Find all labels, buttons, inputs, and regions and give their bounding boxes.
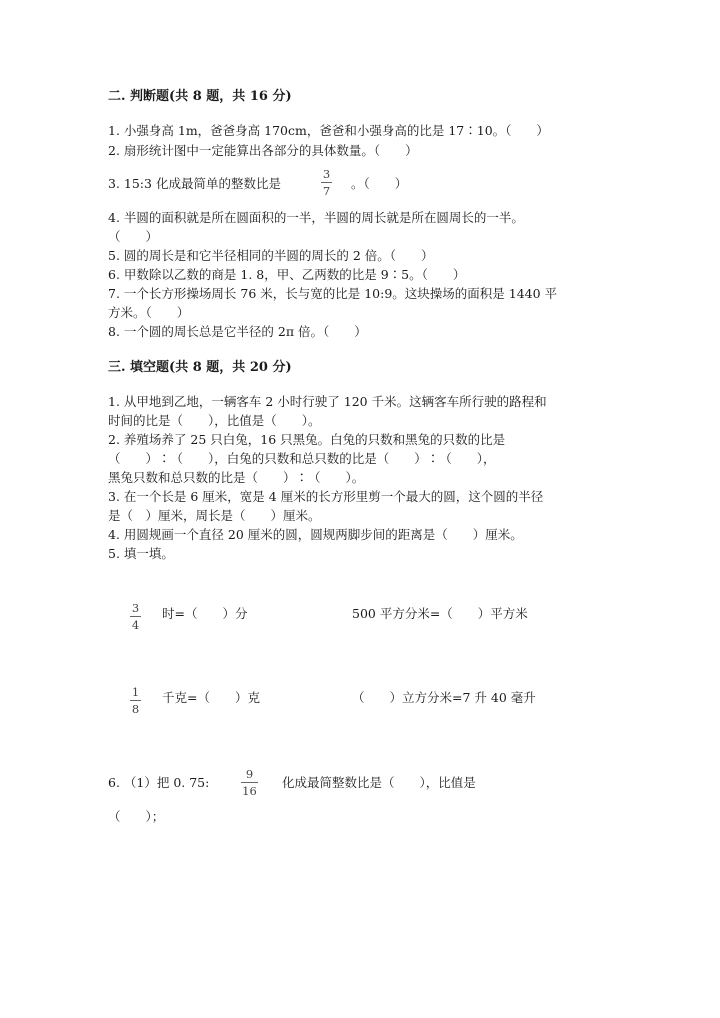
section2-heading: 二. 判断题(共 8 题，共 16 分): [108, 89, 292, 104]
s2-question-3-fraction: [321, 168, 332, 198]
s3-question-3-line2: 是（ ）厘米，周长是（ ）厘米。: [108, 508, 321, 523]
fraction-bar: [130, 616, 141, 617]
s3-question-1-line1: 1. 从甲地到乙地，一辆客车 2 小时行驶了 120 千米。这辆客车所行驶的路程和: [108, 394, 547, 409]
s2-question-7-line1: 7. 一个长方形操场周长 76 米，长与宽的比是 10:9。这块操场的面积是 1440 平: [108, 286, 558, 301]
fraction-bar: [130, 700, 141, 701]
s2-question-4-line2: （ ）: [108, 229, 159, 244]
s2-question-3-prefix: 3. 15:3 化成最简单的整数比是: [108, 176, 281, 191]
fraction-numerator: 1: [131, 685, 140, 699]
s3-question-3-line1: 3. 在一个长是 6 厘米，宽是 4 厘米的长方形里剪一个最大的圆，这个圆的半径: [108, 489, 544, 504]
s3-question-6-line2: （ ）；: [108, 809, 165, 824]
s3-q5-row1-left: 时=（ ）分: [162, 606, 248, 621]
s2-question-7-line2: 方米。（ ）: [108, 305, 190, 320]
fraction-bar: [321, 182, 332, 183]
s2-question-2: 2. 扇形统计图中一定能算出各部分的具体数量。（ ）: [108, 143, 418, 158]
fraction-denominator: 7: [322, 184, 331, 198]
s3-question-1-line2: 时间的比是（ ），比值是（ ）。: [108, 413, 321, 428]
s3-question-5: 5. 填一填。: [108, 546, 174, 561]
s3-q5-row1-right: 500 平方分米=（ ）平方米: [352, 606, 528, 621]
fraction-bar: [241, 782, 258, 783]
s3-q5-row2-right: （ ）立方分米=7 升 40 毫升: [352, 690, 536, 705]
s3-q5-row1-fraction: [130, 602, 141, 632]
s3-question-2-line1: 2. 养殖场养了 25 只白兔，16 只黑兔。白兔的只数和黑兔的只数的比是: [108, 432, 506, 447]
fraction-numerator: 3: [131, 601, 140, 615]
s3-question-6-fraction: [241, 768, 258, 798]
s3-q5-row2-fraction: [130, 686, 141, 716]
s2-question-8: 8. 一个圆的周长总是它半径的 2π 倍。（ ）: [108, 324, 367, 339]
s2-question-1: 1. 小强身高 1m，爸爸身高 170cm，爸爸和小强身高的比是 17∶10。（ ）: [108, 123, 549, 138]
s3-question-6-suffix: 化成最简整数比是（ ），比值是: [282, 775, 476, 790]
s3-q5-row2-left: 千克=（ ）克: [162, 690, 260, 705]
fraction-denominator: 8: [131, 702, 140, 716]
section3-heading: 三. 填空题(共 8 题，共 20 分): [108, 360, 292, 375]
s3-question-2-line3: 黑兔只数和总只数的比是（ ）∶（ ）。: [108, 470, 365, 485]
fraction-numerator: 9: [245, 767, 254, 781]
s2-question-6: 6. 甲数除以乙数的商是 1. 8，甲、乙两数的比是 9∶5。（ ）: [108, 267, 466, 282]
s2-question-4-line1: 4. 半圆的面积就是所在圆面积的一半，半圆的周长就是所在圆周长的一半。: [108, 210, 524, 225]
s3-question-4: 4. 用圆规画一个直径 20 厘米的圆，圆规两脚步间的距离是（ ）厘米。: [108, 527, 523, 542]
s3-question-2-line2: （ ）∶（ ），白兔的只数和总只数的比是（ ）∶（ ），: [108, 451, 496, 466]
fraction-denominator: 4: [131, 618, 140, 632]
s3-question-6-prefix: 6. （1）把 0. 75:: [108, 775, 210, 790]
fraction-numerator: 3: [322, 167, 331, 181]
s2-question-3-suffix: 。（ ）: [351, 176, 408, 191]
s2-question-5: 5. 圆的周长是和它半径相同的半圆的周长的 2 倍。（ ）: [108, 248, 434, 263]
fraction-denominator: 16: [242, 784, 257, 798]
